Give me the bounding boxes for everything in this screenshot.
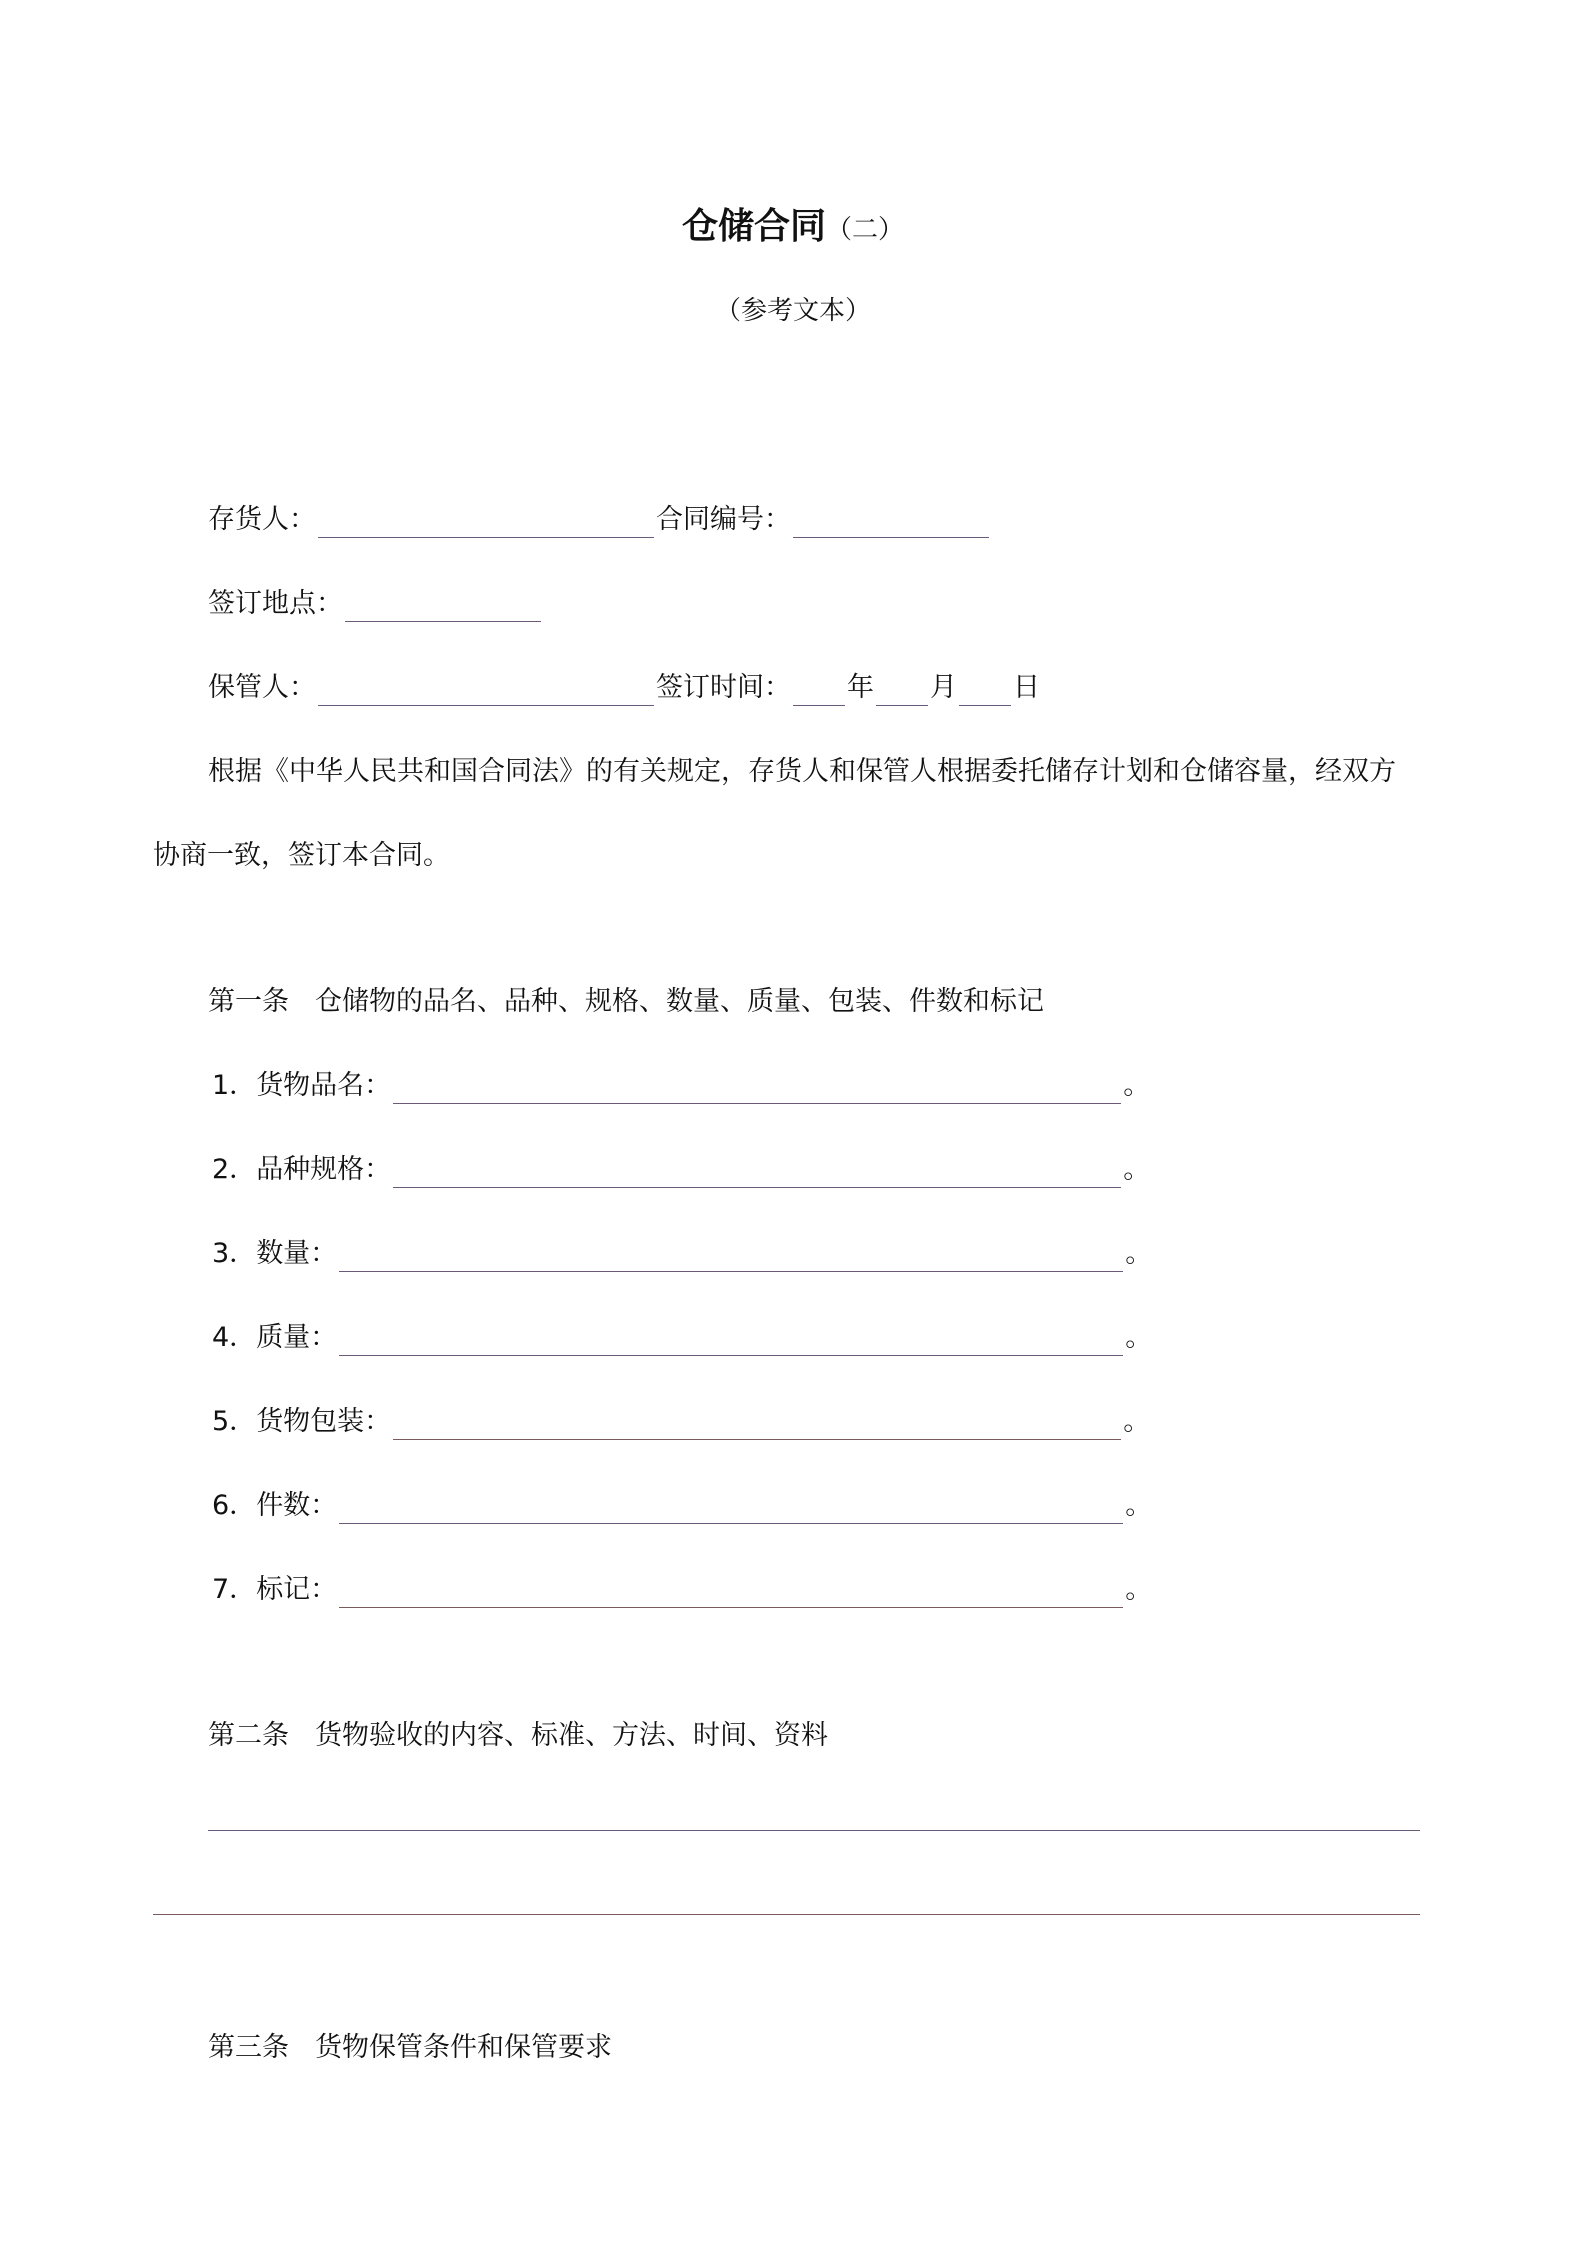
item-end: 。 — [1125, 1574, 1153, 1605]
title-text: 仓储合同 — [681, 206, 826, 247]
preamble-line-1: 根据《中华人民共和国合同法》的有关规定，存货人和保管人根据委托储存计划和仓储容量，经双方 — [208, 756, 1396, 787]
item-label: 货物品名： — [256, 1070, 392, 1101]
item-blank[interactable] — [393, 1075, 1121, 1104]
item-end: 。 — [1125, 1322, 1153, 1353]
item-number: 5． — [212, 1406, 257, 1437]
title-suffix: （二） — [826, 215, 905, 245]
custodian-label: 保管人： — [208, 672, 316, 703]
item-blank[interactable] — [339, 1579, 1123, 1608]
article-2-number: 第二条 — [208, 1720, 289, 1751]
custodian-row — [208, 670, 1040, 706]
article-2-blank-line-1[interactable] — [208, 1830, 1420, 1831]
article-2-blank-line-2[interactable] — [153, 1914, 1420, 1915]
item-number: 4． — [212, 1322, 257, 1353]
article-1-number: 第一条 — [208, 986, 289, 1017]
article-1-title: 仓储物的品名、品种、规格、数量、质量、包装、件数和标记 — [315, 986, 1044, 1017]
article-3-heading — [208, 2030, 612, 2066]
article-2-title: 货物验收的内容、标准、方法、时间、资料 — [315, 1720, 828, 1751]
item-number: 3． — [212, 1238, 257, 1269]
article-3-number: 第三条 — [208, 2032, 289, 2063]
item-label: 品种规格： — [256, 1154, 392, 1185]
article-1-item-7 — [212, 1572, 1152, 1608]
document-title — [0, 198, 1586, 249]
day-blank[interactable] — [959, 677, 1011, 706]
depositor-row — [208, 502, 991, 538]
article-1-item-5 — [212, 1404, 1150, 1440]
depositor-label: 存货人： — [208, 504, 316, 535]
item-label: 数量： — [256, 1238, 338, 1269]
item-label: 质量： — [256, 1322, 338, 1353]
article-1-item-4 — [212, 1320, 1152, 1356]
item-number: 2． — [212, 1154, 257, 1185]
month-blank[interactable] — [876, 677, 928, 706]
article-1-heading — [208, 984, 1044, 1020]
item-number: 6． — [212, 1490, 257, 1521]
month-label: 月 — [930, 672, 957, 703]
item-end: 。 — [1123, 1154, 1151, 1185]
item-blank[interactable] — [339, 1495, 1123, 1524]
custodian-blank[interactable] — [318, 677, 654, 706]
item-blank[interactable] — [339, 1327, 1123, 1356]
item-end: 。 — [1123, 1406, 1151, 1437]
item-number: 7． — [212, 1574, 257, 1605]
sign-place-row — [208, 586, 543, 622]
article-1-item-3 — [212, 1236, 1152, 1272]
item-end: 。 — [1125, 1238, 1153, 1269]
document-subtitle: （参考文本） — [714, 296, 871, 326]
item-blank[interactable] — [393, 1411, 1121, 1440]
sign-place-label: 签订地点： — [208, 588, 343, 619]
item-label: 货物包装： — [256, 1406, 392, 1437]
item-label: 标记： — [256, 1574, 338, 1605]
sign-time-label: 签订时间： — [656, 672, 791, 703]
item-label: 件数： — [256, 1490, 338, 1521]
depositor-blank[interactable] — [318, 509, 654, 538]
item-blank[interactable] — [393, 1159, 1121, 1188]
article-3-title: 货物保管条件和保管要求 — [315, 2032, 612, 2063]
item-number: 1． — [212, 1070, 257, 1101]
item-end: 。 — [1123, 1070, 1151, 1101]
item-blank[interactable] — [339, 1243, 1123, 1272]
article-1-item-1 — [212, 1068, 1150, 1104]
day-label: 日 — [1013, 672, 1040, 703]
item-end: 。 — [1125, 1490, 1153, 1521]
contract-no-label: 合同编号： — [656, 504, 791, 535]
article-1-item-6 — [212, 1488, 1152, 1524]
sign-place-blank[interactable] — [345, 593, 541, 622]
article-2-heading — [208, 1718, 828, 1754]
contract-no-blank[interactable] — [793, 509, 989, 538]
year-blank[interactable] — [793, 677, 845, 706]
year-label: 年 — [847, 672, 874, 703]
preamble-line-2: 协商一致，签订本合同。 — [153, 840, 450, 871]
article-1-item-2 — [212, 1152, 1150, 1188]
